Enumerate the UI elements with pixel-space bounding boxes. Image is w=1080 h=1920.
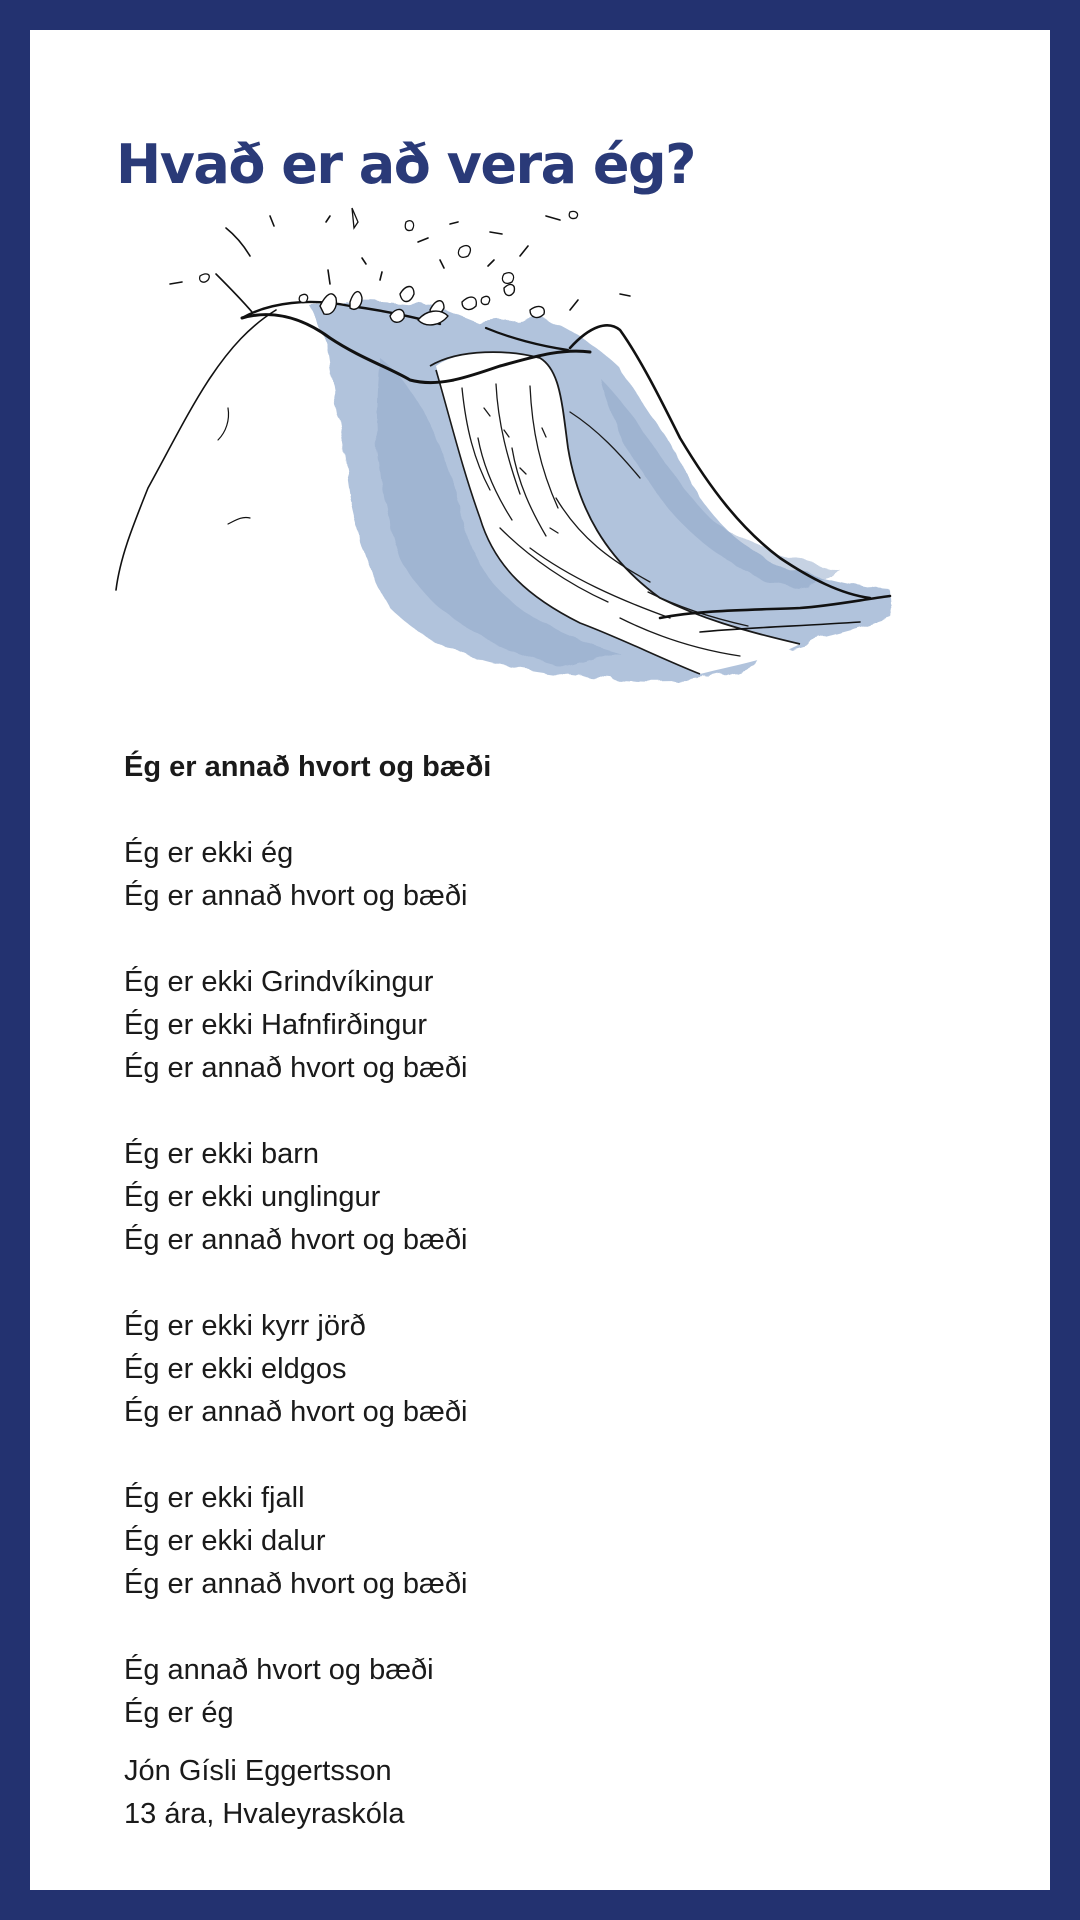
stanza-3 [124, 1133, 824, 1262]
poem-line: Ég er ég [124, 1697, 234, 1729]
poem-line: Ég er annað hvort og bæði [124, 880, 468, 912]
poem-line: Ég er ekki fjall [124, 1482, 305, 1514]
poem-page [30, 30, 1050, 1890]
page-title: Hvað er að vera ég? [116, 133, 695, 196]
poem [124, 746, 824, 1836]
stanza-2 [124, 961, 824, 1090]
poem-line: Ég er annað hvort og bæði [124, 1224, 468, 1256]
poem-line: Ég annað hvort og bæði [124, 1654, 434, 1686]
author-block [124, 1750, 824, 1836]
poem-line: Ég er annað hvort og bæði [124, 1052, 468, 1084]
author-detail: 13 ára, Hvaleyraskóla [124, 1798, 405, 1830]
poem-line: Ég er ekki kyrr jörð [124, 1310, 366, 1342]
spray-droplets [170, 216, 630, 312]
poem-line: Ég er ekki unglingur [124, 1181, 381, 1213]
poem-line: Ég er ekki ég [124, 837, 294, 869]
poem-line: Ég er annað hvort og bæði [124, 1396, 468, 1428]
spray-splashes [200, 208, 578, 305]
stanza-5 [124, 1477, 824, 1606]
poem-title: Ég er annað hvort og bæði [124, 751, 492, 783]
poem-line: Ég er ekki eldgos [124, 1353, 347, 1385]
poem-line: Ég er ekki Hafnfirðingur [124, 1009, 428, 1041]
stanza-1 [124, 832, 824, 918]
poem-line: Ég er ekki dalur [124, 1525, 326, 1557]
volcano-waterfall-illustration [100, 198, 920, 838]
author-name: Jón Gísli Eggertsson [124, 1755, 392, 1787]
poem-line: Ég er ekki Grindvíkingur [124, 966, 434, 998]
poem-line: Ég er annað hvort og bæði [124, 1568, 468, 1600]
stanza-4 [124, 1305, 824, 1434]
poem-line: Ég er ekki barn [124, 1138, 320, 1170]
stanza-6 [124, 1649, 824, 1735]
